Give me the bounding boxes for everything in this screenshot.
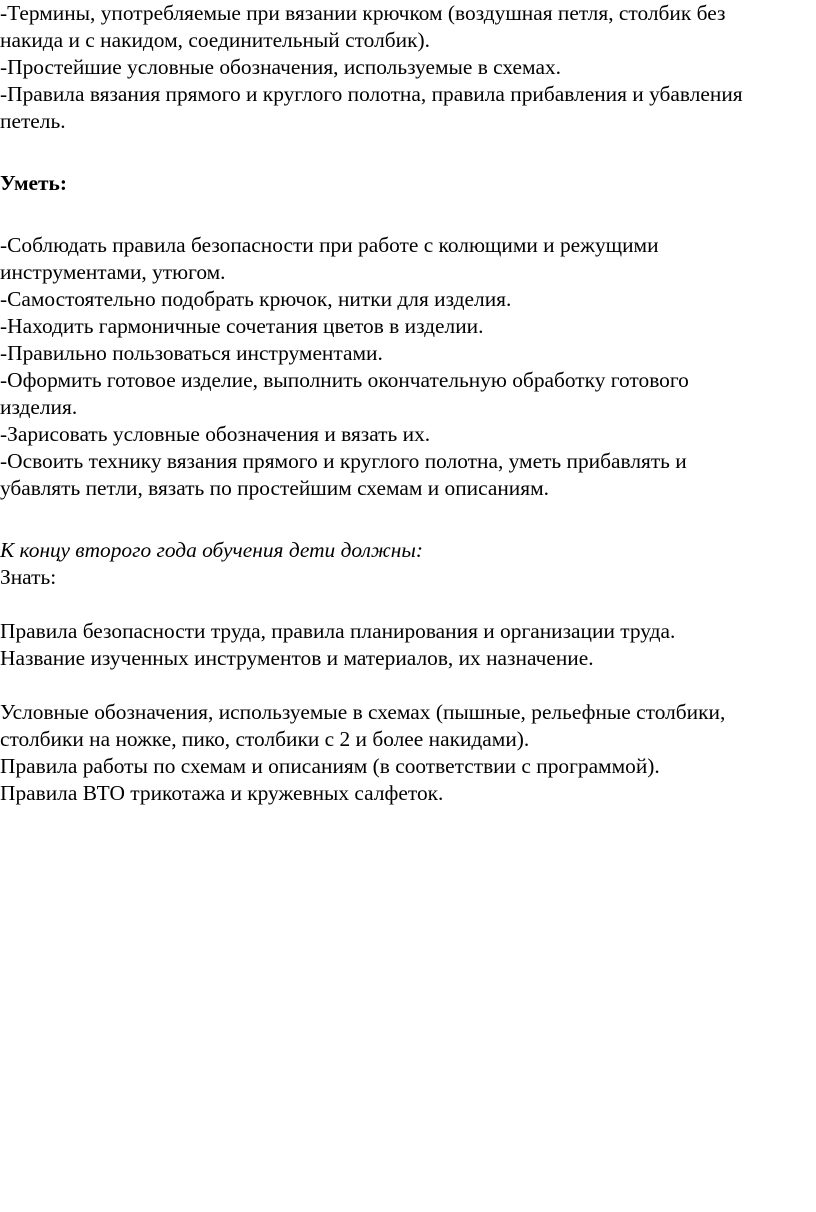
text-line: убавлять петли, вязать по простейшим схемам и описаниям. (0, 476, 549, 500)
text-line: Правила работы по схемам и описаниям (в соответствии с программой). (0, 754, 660, 778)
text-line: Правила безопасности труда, правила планирования и организации труда. (0, 619, 676, 643)
year2-heading: К концу второго года обучения дети должны: (0, 538, 424, 562)
text-line: -Находить гармоничные сочетания цветов в изделии. (0, 314, 484, 338)
text-line: петель. (0, 109, 66, 133)
skills-list (0, 232, 816, 502)
text-line: -Правильно пользоваться инструментами. (0, 341, 383, 365)
text-line: -Зарисовать условные обозначения и вязать их. (0, 422, 431, 446)
text-line: Условные обозначения, используемые в схемах (пышные, рельефные столбики, (0, 700, 726, 724)
know-block-2 (0, 699, 816, 807)
text-line: -Освоить технику вязания прямого и круглого полотна, уметь прибавлять и (0, 449, 687, 473)
intro-paragraph (0, 0, 816, 135)
skills-heading: Уметь: (0, 171, 67, 195)
text-line: изделия. (0, 395, 78, 419)
text-line: столбики на ножке, пико, столбики с 2 и более накидами). (0, 727, 530, 751)
text-line: -Самостоятельно подобрать крючок, нитки для изделия. (0, 287, 512, 311)
text-line: -Оформить готовое изделие, выполнить окончательную обработку готового (0, 368, 689, 392)
text-line: -Термины, употребляемые при вязании крючком (воздушная петля, столбик без (0, 1, 726, 25)
text-line: Название изученных инструментов и материалов, их назначение. (0, 646, 594, 670)
text-line: -Соблюдать правила безопасности при работе с колющими и режущими (0, 233, 659, 257)
text-line: накида и с накидом, соединительный столбик). (0, 28, 430, 52)
text-line: -Простейшие условные обозначения, используемые в схемах. (0, 55, 561, 79)
know-heading: Знать: (0, 565, 57, 589)
text-line: Правила ВТО трикотажа и кружевных салфеток. (0, 781, 444, 805)
text-line: -Правила вязания прямого и круглого полотна, правила прибавления и убавления (0, 82, 743, 106)
know-block-1 (0, 618, 816, 672)
text-line: инструментами, утюгом. (0, 260, 226, 284)
